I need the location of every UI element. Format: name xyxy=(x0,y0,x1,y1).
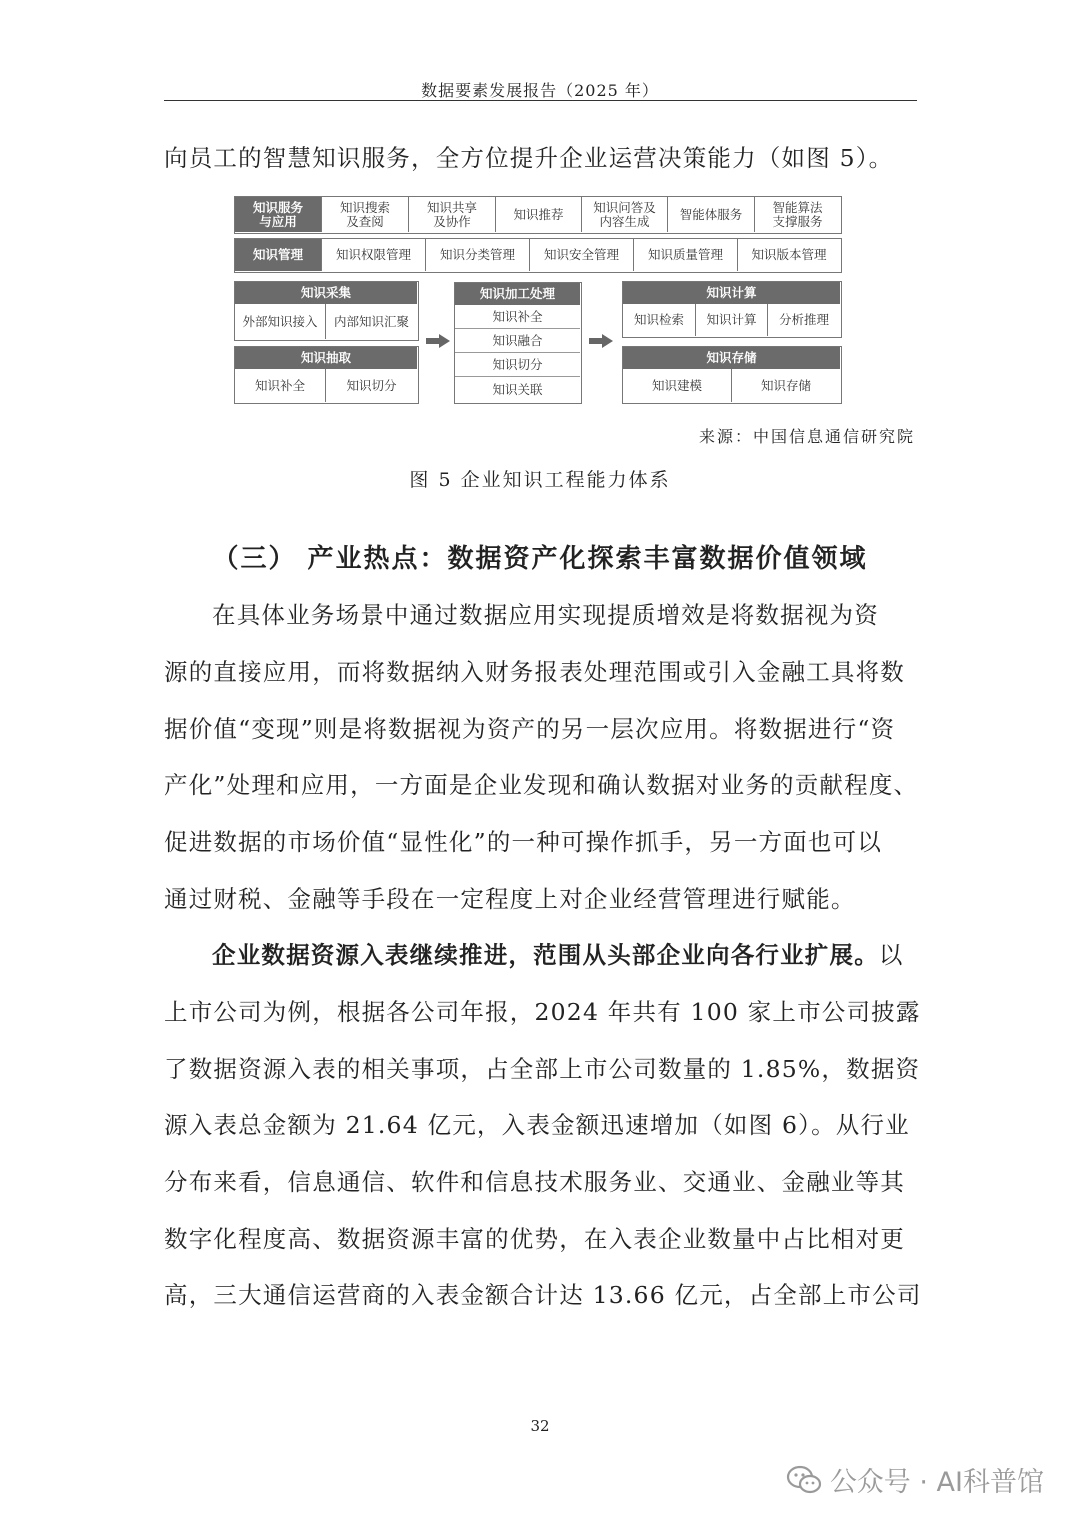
arrow-right-icon xyxy=(426,334,450,348)
management-cell: 知识分类管理 xyxy=(426,239,530,271)
collect-title: 知识采集 xyxy=(235,282,417,304)
section-heading: （三） 产业热点：数据资产化探索丰富数据价值领域 xyxy=(212,544,868,574)
arrow-right-icon xyxy=(589,334,613,348)
management-cell: 知识权限管理 xyxy=(322,239,426,271)
storage-title: 知识存储 xyxy=(623,347,840,369)
process-title: 知识加工处理 xyxy=(455,283,580,305)
paragraph-line: 数字化程度高、数据资源丰富的优势，在入表企业数量中占比相对更 xyxy=(164,1225,905,1253)
watermark xyxy=(786,1460,1044,1499)
paragraph-lead-tail: 以 xyxy=(878,941,904,969)
process-cell: 知识关联 xyxy=(492,381,543,397)
service-cell: 知识搜索 及查阅 xyxy=(322,197,409,232)
extract-cell: 知识切分 xyxy=(346,377,397,393)
compute-block xyxy=(622,281,842,338)
compute-title: 知识计算 xyxy=(623,282,840,304)
service-cell: 智能算法 支撑服务 xyxy=(772,199,823,229)
page-number: 32 xyxy=(530,1417,550,1435)
storage-block xyxy=(622,346,842,404)
collect-cell: 内部知识汇聚 xyxy=(333,313,409,329)
process-cell: 知识补全 xyxy=(455,305,580,329)
paragraph-line: 了数据资源入表的相关事项，占全部上市公司数量的 1.85%，数据资 xyxy=(164,1055,921,1083)
service-cell: 知识推荐 xyxy=(496,197,582,232)
management-cell: 知识版本管理 xyxy=(751,247,827,262)
paragraph-line: 源的直接应用，而将数据纳入财务报表处理范围或引入金融工具将数 xyxy=(164,658,905,686)
service-cell: 智能体服务 xyxy=(668,197,755,232)
compute-cell: 知识检索 xyxy=(623,304,696,336)
service-cell: 知识共享 及协作 xyxy=(409,197,496,232)
service-row-title: 知识服务 与应用 xyxy=(235,197,322,232)
wechat-icon xyxy=(786,1465,822,1495)
compute-cell: 知识计算 xyxy=(696,304,768,336)
extract-cell: 知识补全 xyxy=(235,369,326,402)
process-block xyxy=(454,282,582,404)
collect-cell: 外部知识接入 xyxy=(235,304,326,339)
process-cell: 知识融合 xyxy=(455,329,580,353)
paragraph-line xyxy=(212,940,916,970)
running-header: 数据要素发展报告（2025 年） xyxy=(421,81,659,100)
management-cell: 知识质量管理 xyxy=(634,239,738,271)
paragraph-line: 向员工的智慧知识服务，全方位提升企业运营决策能力（如图 5）。 xyxy=(164,144,894,172)
paragraph-lead-bold: 企业数据资源入表继续推进，范围从头部企业向各行业扩展。 xyxy=(212,941,879,969)
header-rule xyxy=(164,100,917,101)
service-row xyxy=(234,196,842,234)
process-cell: 知识切分 xyxy=(455,353,580,377)
paragraph-line: 高，三大通信运营商的入表金额合计达 13.66 亿元，占全部上市公司 xyxy=(164,1281,922,1309)
storage-cell: 知识存储 xyxy=(760,377,811,393)
watermark-text: 公众号 · AI科普馆 xyxy=(829,1467,1044,1498)
extract-block xyxy=(234,346,419,404)
paragraph-line: 通过财税、金融等手段在一定程度上对企业经营管理进行赋能。 xyxy=(164,885,856,913)
figure-caption: 图 5 企业知识工程能力体系 xyxy=(409,469,671,491)
management-row xyxy=(234,238,842,273)
paragraph-line: 分布来看，信息通信、软件和信息技术服务业、交通业、金融业等其 xyxy=(164,1168,905,1196)
management-cell: 知识安全管理 xyxy=(530,239,634,271)
management-row-title: 知识管理 xyxy=(235,239,322,271)
paragraph-line: 在具体业务场景中通过数据应用实现提质增效是将数据视为资 xyxy=(212,601,879,629)
paragraph-line: 促进数据的市场价值“显性化”的一种可操作抓手，另一方面也可以 xyxy=(164,828,883,856)
collect-block xyxy=(234,281,419,341)
figure-5-diagram xyxy=(234,196,844,406)
compute-cell: 分析推理 xyxy=(778,312,829,327)
extract-title: 知识抽取 xyxy=(235,347,417,369)
paragraph-line: 上市公司为例，根据各公司年报，2024 年共有 100 家上市公司披露 xyxy=(164,998,921,1026)
figure-source: 来源：中国信息通信研究院 xyxy=(698,427,915,446)
paragraph-line: 产化”处理和应用，一方面是企业发现和确认数据对业务的贡献程度、 xyxy=(164,771,919,799)
storage-cell: 知识建模 xyxy=(623,369,732,402)
paragraph-line: 源入表总金额为 21.64 亿元，入表金额迅速增加（如图 6）。从行业 xyxy=(164,1111,910,1139)
paragraph-line: 据价值“变现”则是将数据视为资产的另一层次应用。将数据进行“资 xyxy=(164,715,896,743)
service-cell: 知识问答及 内容生成 xyxy=(582,197,668,232)
